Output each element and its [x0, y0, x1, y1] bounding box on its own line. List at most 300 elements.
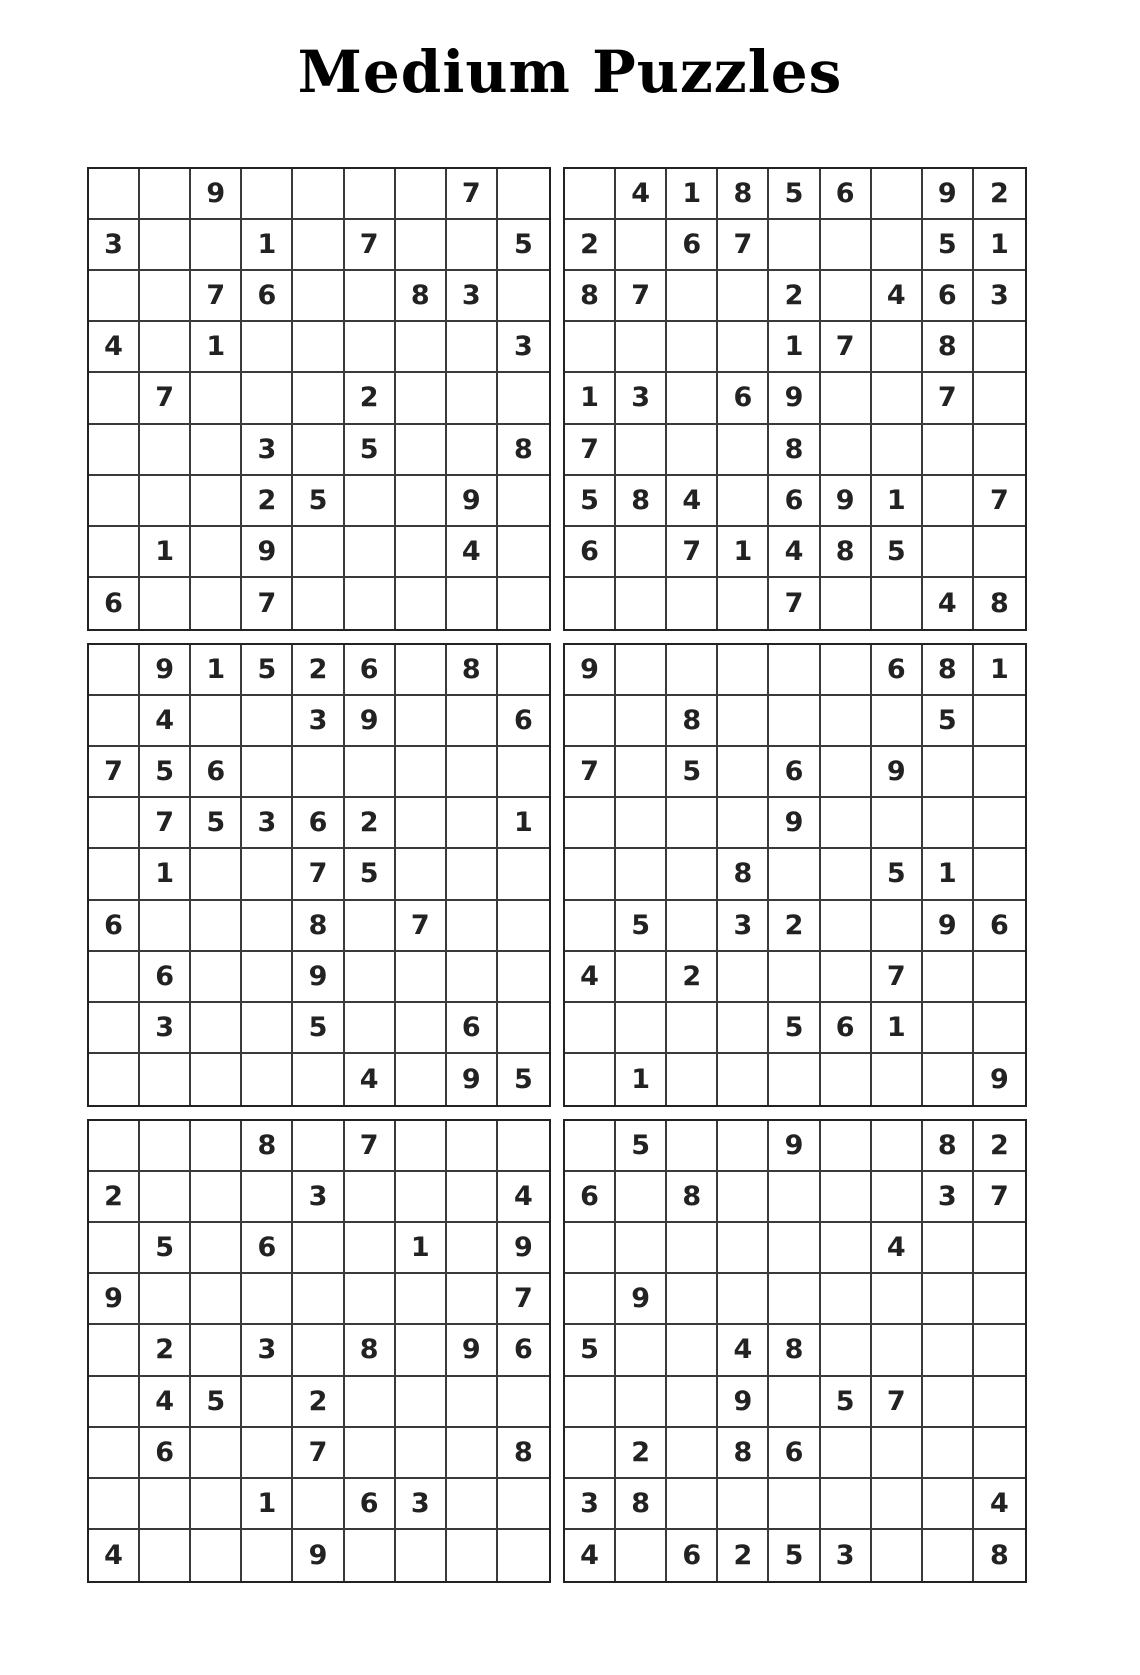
sudoku-cell[interactable]	[769, 696, 820, 747]
sudoku-cell[interactable]	[923, 952, 974, 1003]
sudoku-cell[interactable]: 7	[293, 1428, 344, 1479]
sudoku-cell[interactable]	[923, 1377, 974, 1428]
sudoku-cell[interactable]	[396, 1428, 447, 1479]
sudoku-cell[interactable]: 8	[242, 1121, 293, 1172]
sudoku-cell[interactable]: 4	[447, 527, 498, 578]
sudoku-cell[interactable]	[718, 1274, 769, 1325]
sudoku-cell[interactable]	[447, 696, 498, 747]
sudoku-cell[interactable]	[89, 798, 140, 849]
sudoku-cell[interactable]	[191, 1172, 242, 1223]
sudoku-cell[interactable]: 6	[242, 1223, 293, 1274]
sudoku-cell[interactable]	[447, 578, 498, 629]
sudoku-cell[interactable]	[616, 952, 667, 1003]
sudoku-cell[interactable]	[345, 527, 396, 578]
sudoku-cell[interactable]	[565, 578, 616, 629]
sudoku-cell[interactable]: 9	[345, 696, 396, 747]
sudoku-cell[interactable]	[974, 798, 1025, 849]
sudoku-cell[interactable]: 5	[191, 1377, 242, 1428]
sudoku-cell[interactable]	[293, 271, 344, 322]
sudoku-cell[interactable]	[447, 1274, 498, 1325]
sudoku-cell[interactable]	[447, 798, 498, 849]
sudoku-cell[interactable]: 1	[769, 322, 820, 373]
sudoku-cell[interactable]	[821, 425, 872, 476]
sudoku-cell[interactable]	[396, 696, 447, 747]
sudoku-cell[interactable]: 2	[89, 1172, 140, 1223]
sudoku-cell[interactable]	[191, 1274, 242, 1325]
sudoku-cell[interactable]: 8	[396, 271, 447, 322]
sudoku-cell[interactable]	[89, 271, 140, 322]
sudoku-cell[interactable]	[498, 476, 549, 527]
sudoku-cell[interactable]	[293, 747, 344, 798]
sudoku-cell[interactable]	[667, 1223, 718, 1274]
sudoku-cell[interactable]	[872, 578, 923, 629]
sudoku-cell[interactable]	[191, 1223, 242, 1274]
sudoku-cell[interactable]	[616, 220, 667, 271]
sudoku-cell[interactable]	[718, 798, 769, 849]
sudoku-cell[interactable]: 4	[769, 527, 820, 578]
sudoku-cell[interactable]	[667, 645, 718, 696]
sudoku-cell[interactable]: 7	[345, 1121, 396, 1172]
sudoku-cell[interactable]	[396, 373, 447, 424]
sudoku-cell[interactable]: 3	[616, 373, 667, 424]
sudoku-cell[interactable]	[718, 578, 769, 629]
sudoku-cell[interactable]	[89, 1121, 140, 1172]
sudoku-cell[interactable]: 9	[872, 747, 923, 798]
sudoku-cell[interactable]: 2	[293, 1377, 344, 1428]
sudoku-cell[interactable]	[191, 373, 242, 424]
sudoku-cell[interactable]	[498, 527, 549, 578]
sudoku-cell[interactable]	[396, 1172, 447, 1223]
sudoku-cell[interactable]: 1	[872, 476, 923, 527]
sudoku-cell[interactable]	[140, 271, 191, 322]
sudoku-cell[interactable]: 1	[565, 373, 616, 424]
sudoku-cell[interactable]	[821, 1479, 872, 1530]
sudoku-cell[interactable]	[498, 271, 549, 322]
sudoku-cell[interactable]	[191, 1428, 242, 1479]
sudoku-cell[interactable]: 7	[447, 169, 498, 220]
sudoku-cell[interactable]	[345, 1428, 396, 1479]
sudoku-cell[interactable]	[667, 901, 718, 952]
sudoku-cell[interactable]	[769, 1223, 820, 1274]
sudoku-cell[interactable]	[974, 425, 1025, 476]
sudoku-cell[interactable]	[872, 901, 923, 952]
sudoku-cell[interactable]	[242, 1172, 293, 1223]
sudoku-cell[interactable]	[718, 1479, 769, 1530]
sudoku-cell[interactable]	[718, 952, 769, 1003]
sudoku-cell[interactable]	[396, 747, 447, 798]
sudoku-cell[interactable]	[89, 1003, 140, 1054]
sudoku-cell[interactable]	[498, 645, 549, 696]
sudoku-cell[interactable]: 3	[242, 798, 293, 849]
sudoku-cell[interactable]: 8	[990, 587, 1009, 619]
sudoku-cell[interactable]: 5	[821, 1377, 872, 1428]
sudoku-cell[interactable]: 7	[974, 1172, 1025, 1223]
sudoku-cell[interactable]	[718, 1121, 769, 1172]
sudoku-cell[interactable]	[89, 1377, 140, 1428]
sudoku-cell[interactable]: 9	[140, 645, 191, 696]
sudoku-cell[interactable]: 7	[498, 1274, 549, 1325]
sudoku-cell[interactable]	[140, 1530, 191, 1581]
sudoku-cell[interactable]	[616, 747, 667, 798]
sudoku-cell[interactable]: 7	[616, 271, 667, 322]
sudoku-cell[interactable]: 9	[718, 1377, 769, 1428]
sudoku-cell[interactable]: 6	[89, 578, 140, 629]
sudoku-cell[interactable]: 7	[191, 271, 242, 322]
sudoku-cell[interactable]: 9	[293, 952, 344, 1003]
sudoku-cell[interactable]	[345, 1223, 396, 1274]
sudoku-cell[interactable]: 7	[821, 322, 872, 373]
sudoku-cell[interactable]	[718, 1054, 769, 1105]
sudoku-cell[interactable]: 6	[293, 798, 344, 849]
sudoku-cell[interactable]	[872, 1274, 923, 1325]
sudoku-cell[interactable]	[191, 1479, 242, 1530]
sudoku-cell[interactable]	[396, 169, 447, 220]
sudoku-cell[interactable]: 4	[498, 1172, 549, 1223]
sudoku-cell[interactable]	[140, 322, 191, 373]
sudoku-cell[interactable]	[616, 1223, 667, 1274]
sudoku-cell[interactable]: 8	[923, 645, 974, 696]
sudoku-cell[interactable]: 7	[565, 425, 616, 476]
sudoku-cell[interactable]: 5	[565, 1325, 616, 1376]
sudoku-cell[interactable]	[974, 527, 1025, 578]
sudoku-cell[interactable]: 7	[242, 578, 293, 629]
sudoku-cell[interactable]: 5	[140, 1223, 191, 1274]
sudoku-cell[interactable]	[565, 1377, 616, 1428]
sudoku-cell[interactable]	[769, 1054, 820, 1105]
sudoku-cell[interactable]	[923, 1428, 974, 1479]
sudoku-cell[interactable]	[974, 322, 1025, 373]
sudoku-cell[interactable]	[293, 1121, 344, 1172]
sudoku-cell[interactable]	[345, 1003, 396, 1054]
sudoku-cell[interactable]: 5	[242, 645, 293, 696]
sudoku-cell[interactable]	[718, 1172, 769, 1223]
sudoku-cell[interactable]	[974, 747, 1025, 798]
sudoku-cell[interactable]	[974, 696, 1025, 747]
sudoku-cell[interactable]	[293, 169, 344, 220]
sudoku-cell[interactable]: 7	[345, 220, 396, 271]
sudoku-cell[interactable]	[565, 901, 616, 952]
sudoku-cell[interactable]: 5	[498, 220, 549, 271]
sudoku-cell[interactable]: 6	[498, 696, 549, 747]
sudoku-cell[interactable]	[396, 322, 447, 373]
sudoku-cell[interactable]	[565, 169, 616, 220]
sudoku-cell[interactable]	[821, 1121, 872, 1172]
sudoku-cell[interactable]	[447, 849, 498, 900]
sudoku-cell[interactable]	[140, 220, 191, 271]
sudoku-cell[interactable]	[242, 373, 293, 424]
sudoku-cell[interactable]	[974, 952, 1025, 1003]
sudoku-cell[interactable]	[345, 901, 396, 952]
sudoku-cell[interactable]: 7	[872, 1377, 923, 1428]
sudoku-cell[interactable]	[396, 1054, 447, 1105]
sudoku-cell[interactable]	[345, 1274, 396, 1325]
sudoku-cell[interactable]	[447, 373, 498, 424]
sudoku-cell[interactable]	[447, 1479, 498, 1530]
sudoku-cell[interactable]	[616, 849, 667, 900]
sudoku-cell[interactable]	[667, 373, 718, 424]
sudoku-cell[interactable]: 8	[923, 1121, 974, 1172]
sudoku-cell[interactable]	[89, 169, 140, 220]
sudoku-cell[interactable]: 7	[89, 747, 140, 798]
sudoku-cell[interactable]	[667, 798, 718, 849]
sudoku-cell[interactable]: 4	[140, 1377, 191, 1428]
sudoku-cell[interactable]: 9	[242, 527, 293, 578]
sudoku-cell[interactable]: 5	[514, 1063, 533, 1095]
sudoku-cell[interactable]	[923, 1325, 974, 1376]
sudoku-cell[interactable]	[396, 220, 447, 271]
sudoku-cell[interactable]	[667, 1121, 718, 1172]
sudoku-cell[interactable]	[140, 425, 191, 476]
sudoku-cell[interactable]	[396, 645, 447, 696]
sudoku-cell[interactable]	[447, 1223, 498, 1274]
sudoku-cell[interactable]	[89, 476, 140, 527]
sudoku-cell[interactable]: 8	[718, 1428, 769, 1479]
sudoku-cell[interactable]	[89, 645, 140, 696]
sudoku-cell[interactable]	[396, 1003, 447, 1054]
sudoku-cell[interactable]	[242, 1530, 293, 1581]
sudoku-cell[interactable]: 8	[718, 169, 769, 220]
sudoku-cell[interactable]	[242, 1428, 293, 1479]
sudoku-cell[interactable]	[293, 1325, 344, 1376]
sudoku-cell[interactable]	[89, 1428, 140, 1479]
sudoku-cell[interactable]	[923, 527, 974, 578]
sudoku-cell[interactable]	[396, 476, 447, 527]
sudoku-cell[interactable]: 3	[293, 696, 344, 747]
sudoku-cell[interactable]	[89, 1325, 140, 1376]
sudoku-cell[interactable]: 5	[872, 849, 923, 900]
sudoku-cell[interactable]	[293, 1274, 344, 1325]
sudoku-cell[interactable]	[872, 1121, 923, 1172]
sudoku-cell[interactable]	[718, 425, 769, 476]
sudoku-cell[interactable]	[345, 1377, 396, 1428]
sudoku-cell[interactable]: 2	[718, 1530, 769, 1581]
sudoku-cell[interactable]: 2	[345, 798, 396, 849]
sudoku-cell[interactable]	[769, 952, 820, 1003]
sudoku-cell[interactable]: 6	[345, 1479, 396, 1530]
sudoku-cell[interactable]	[396, 1377, 447, 1428]
sudoku-cell[interactable]	[242, 322, 293, 373]
sudoku-cell[interactable]: 3	[718, 901, 769, 952]
sudoku-cell[interactable]	[821, 849, 872, 900]
sudoku-cell[interactable]: 1	[923, 849, 974, 900]
sudoku-cell[interactable]	[498, 901, 549, 952]
sudoku-cell[interactable]: 4	[565, 1530, 616, 1581]
sudoku-cell[interactable]	[140, 476, 191, 527]
sudoku-cell[interactable]	[974, 849, 1025, 900]
sudoku-cell[interactable]	[345, 271, 396, 322]
sudoku-cell[interactable]: 1	[718, 527, 769, 578]
sudoku-cell[interactable]	[769, 220, 820, 271]
sudoku-cell[interactable]	[565, 1121, 616, 1172]
sudoku-cell[interactable]	[498, 1530, 549, 1581]
sudoku-cell[interactable]	[447, 1172, 498, 1223]
sudoku-cell[interactable]	[718, 747, 769, 798]
sudoku-cell[interactable]: 9	[565, 645, 616, 696]
sudoku-cell[interactable]: 8	[498, 425, 549, 476]
sudoku-cell[interactable]	[396, 798, 447, 849]
sudoku-cell[interactable]: 9	[923, 901, 974, 952]
sudoku-cell[interactable]	[616, 1530, 667, 1581]
sudoku-cell[interactable]	[498, 1479, 549, 1530]
sudoku-cell[interactable]: 6	[447, 1003, 498, 1054]
sudoku-cell[interactable]: 6	[140, 952, 191, 1003]
sudoku-cell[interactable]: 2	[667, 952, 718, 1003]
sudoku-cell[interactable]: 7	[769, 578, 820, 629]
sudoku-cell[interactable]	[718, 1003, 769, 1054]
sudoku-cell[interactable]: 8	[990, 1539, 1009, 1571]
sudoku-cell[interactable]	[498, 1003, 549, 1054]
sudoku-cell[interactable]	[974, 1003, 1025, 1054]
sudoku-cell[interactable]: 6	[974, 901, 1025, 952]
sudoku-cell[interactable]	[718, 645, 769, 696]
sudoku-cell[interactable]	[293, 220, 344, 271]
sudoku-cell[interactable]	[616, 578, 667, 629]
sudoku-cell[interactable]: 3	[447, 271, 498, 322]
sudoku-cell[interactable]: 1	[242, 220, 293, 271]
sudoku-cell[interactable]	[565, 798, 616, 849]
sudoku-cell[interactable]	[923, 747, 974, 798]
sudoku-cell[interactable]	[923, 1003, 974, 1054]
sudoku-cell[interactable]	[191, 527, 242, 578]
sudoku-cell[interactable]	[293, 373, 344, 424]
sudoku-cell[interactable]: 6	[565, 527, 616, 578]
sudoku-cell[interactable]: 7	[872, 952, 923, 1003]
sudoku-cell[interactable]: 9	[821, 476, 872, 527]
sudoku-cell[interactable]: 8	[616, 476, 667, 527]
sudoku-cell[interactable]	[242, 901, 293, 952]
sudoku-cell[interactable]: 1	[191, 322, 242, 373]
sudoku-cell[interactable]: 9	[616, 1274, 667, 1325]
sudoku-cell[interactable]	[821, 952, 872, 1003]
sudoku-cell[interactable]	[498, 169, 549, 220]
sudoku-cell[interactable]: 4	[718, 1325, 769, 1376]
sudoku-cell[interactable]	[565, 1223, 616, 1274]
sudoku-cell[interactable]	[345, 476, 396, 527]
sudoku-cell[interactable]: 9	[447, 1054, 498, 1105]
sudoku-cell[interactable]: 2	[140, 1325, 191, 1376]
sudoku-cell[interactable]: 4	[616, 169, 667, 220]
sudoku-cell[interactable]	[447, 952, 498, 1003]
sudoku-cell[interactable]	[667, 322, 718, 373]
sudoku-cell[interactable]: 8	[769, 425, 820, 476]
sudoku-cell[interactable]	[498, 373, 549, 424]
sudoku-cell[interactable]	[616, 527, 667, 578]
sudoku-cell[interactable]	[565, 1054, 616, 1105]
sudoku-cell[interactable]	[565, 696, 616, 747]
sudoku-cell[interactable]	[293, 1054, 344, 1105]
sudoku-cell[interactable]	[667, 271, 718, 322]
sudoku-cell[interactable]	[923, 476, 974, 527]
sudoku-cell[interactable]	[616, 425, 667, 476]
sudoku-cell[interactable]	[616, 1325, 667, 1376]
sudoku-cell[interactable]	[498, 747, 549, 798]
sudoku-cell[interactable]: 9	[293, 1530, 344, 1581]
sudoku-cell[interactable]	[191, 849, 242, 900]
sudoku-cell[interactable]: 6	[923, 271, 974, 322]
sudoku-cell[interactable]: 7	[718, 220, 769, 271]
sudoku-cell[interactable]: 1	[872, 1003, 923, 1054]
sudoku-cell[interactable]	[498, 952, 549, 1003]
sudoku-cell[interactable]	[616, 1377, 667, 1428]
sudoku-cell[interactable]: 9	[923, 169, 974, 220]
sudoku-cell[interactable]	[396, 578, 447, 629]
sudoku-cell[interactable]	[769, 849, 820, 900]
sudoku-cell[interactable]	[821, 1054, 872, 1105]
sudoku-cell[interactable]	[667, 425, 718, 476]
sudoku-cell[interactable]	[140, 1274, 191, 1325]
sudoku-cell[interactable]: 6	[345, 645, 396, 696]
sudoku-cell[interactable]	[565, 849, 616, 900]
sudoku-cell[interactable]: 5	[923, 220, 974, 271]
sudoku-cell[interactable]	[447, 1121, 498, 1172]
sudoku-cell[interactable]	[293, 1479, 344, 1530]
sudoku-cell[interactable]	[242, 1274, 293, 1325]
sudoku-cell[interactable]: 8	[498, 1428, 549, 1479]
sudoku-cell[interactable]	[565, 1274, 616, 1325]
sudoku-cell[interactable]	[140, 1479, 191, 1530]
sudoku-cell[interactable]	[923, 1054, 974, 1105]
sudoku-cell[interactable]: 1	[140, 849, 191, 900]
sudoku-cell[interactable]	[923, 425, 974, 476]
sudoku-cell[interactable]: 9	[191, 169, 242, 220]
sudoku-cell[interactable]: 8	[447, 645, 498, 696]
sudoku-cell[interactable]	[821, 747, 872, 798]
sudoku-cell[interactable]: 5	[667, 747, 718, 798]
sudoku-cell[interactable]: 9	[447, 476, 498, 527]
sudoku-cell[interactable]	[616, 1003, 667, 1054]
sudoku-cell[interactable]: 1	[616, 1054, 667, 1105]
sudoku-cell[interactable]	[769, 645, 820, 696]
sudoku-cell[interactable]	[821, 1172, 872, 1223]
sudoku-cell[interactable]	[974, 1428, 1025, 1479]
sudoku-cell[interactable]: 6	[821, 169, 872, 220]
sudoku-cell[interactable]: 5	[293, 476, 344, 527]
sudoku-cell[interactable]	[872, 1054, 923, 1105]
sudoku-cell[interactable]: 5	[293, 1003, 344, 1054]
sudoku-cell[interactable]	[498, 1377, 549, 1428]
sudoku-cell[interactable]	[345, 1172, 396, 1223]
sudoku-cell[interactable]: 5	[923, 696, 974, 747]
sudoku-cell[interactable]: 2	[769, 901, 820, 952]
sudoku-cell[interactable]	[821, 1223, 872, 1274]
sudoku-cell[interactable]	[718, 476, 769, 527]
sudoku-cell[interactable]: 5	[616, 1121, 667, 1172]
sudoku-cell[interactable]: 8	[769, 1325, 820, 1376]
sudoku-cell[interactable]	[447, 322, 498, 373]
sudoku-cell[interactable]	[396, 1325, 447, 1376]
sudoku-cell[interactable]	[821, 901, 872, 952]
sudoku-cell[interactable]	[667, 1428, 718, 1479]
sudoku-cell[interactable]	[293, 425, 344, 476]
sudoku-cell[interactable]	[191, 901, 242, 952]
sudoku-cell[interactable]	[191, 1054, 242, 1105]
sudoku-cell[interactable]	[616, 322, 667, 373]
sudoku-cell[interactable]	[396, 1530, 447, 1581]
sudoku-cell[interactable]	[242, 952, 293, 1003]
sudoku-cell[interactable]	[667, 1325, 718, 1376]
sudoku-cell[interactable]	[974, 373, 1025, 424]
sudoku-cell[interactable]	[498, 1121, 549, 1172]
sudoku-cell[interactable]	[242, 1003, 293, 1054]
sudoku-cell[interactable]: 8	[345, 1325, 396, 1376]
sudoku-cell[interactable]: 9	[769, 798, 820, 849]
sudoku-cell[interactable]	[396, 425, 447, 476]
sudoku-cell[interactable]: 6	[89, 901, 140, 952]
sudoku-cell[interactable]: 8	[667, 1172, 718, 1223]
sudoku-cell[interactable]: 5	[191, 798, 242, 849]
sudoku-cell[interactable]: 3	[498, 322, 549, 373]
sudoku-cell[interactable]	[872, 169, 923, 220]
